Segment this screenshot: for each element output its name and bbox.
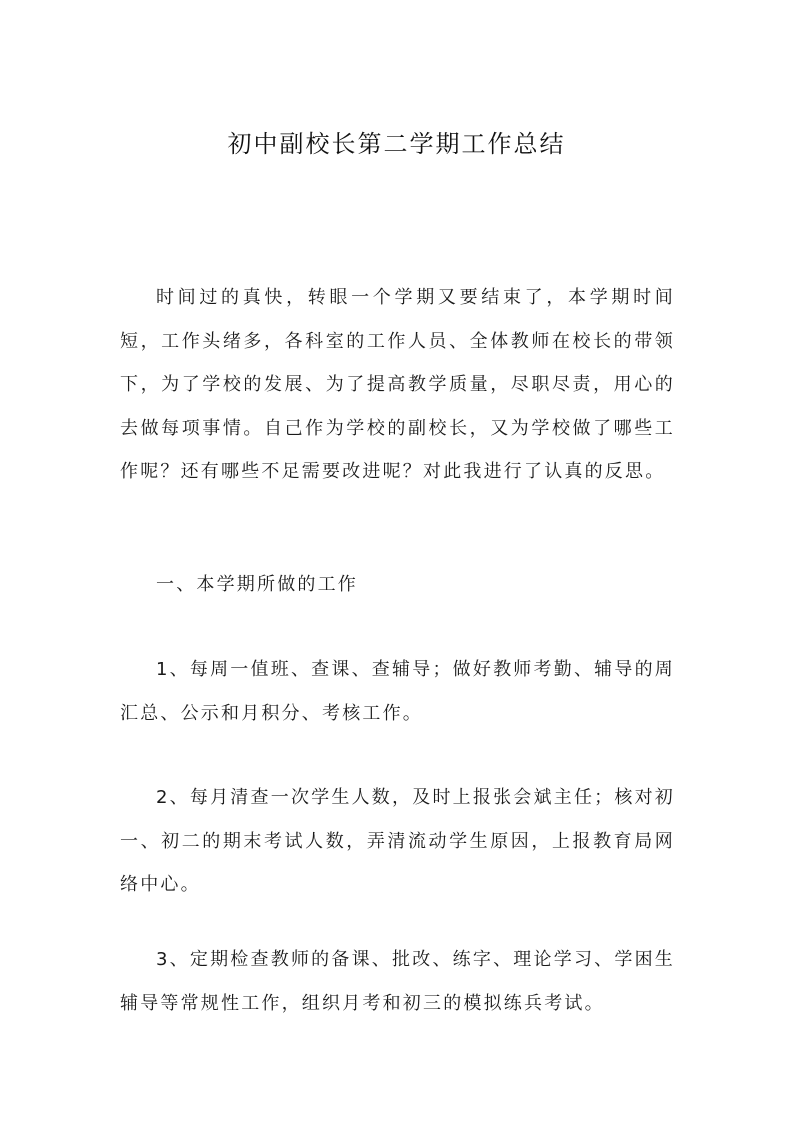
intro-paragraph: 时间过的真快，转眼一个学期又要结束了，本学期时间短，工作头绪多，各科室的工作人员、全体教师在校长的带领下，为了学校的发展、为了提高教学质量，尽职尽责，用心的去做每项事情。自己作为学校的副校长，又为学校做了哪些工作呢？还有哪些不足需要改进呢？对此我进行了认真的反思。 [120,287,675,482]
work-item-1: 1、每周一值班、查课、查辅导；做好教师考勤、辅导的周汇总、公示和月积分、考核工作。 [120,659,675,724]
work-item-2: 2、每月清查一次学生人数，及时上报张会斌主任；核对初一、初二的期末考试人数，弄清流动学生原因，上报教育局网络中心。 [120,787,675,895]
work-item-3: 3、定期检查教师的备课、批改、练字、理论学习、学困生辅导等常规性工作，组织月考和初三的模拟练兵考试。 [120,949,675,1014]
section-heading: 一、本学期所做的工作 [156,574,358,595]
document-title: 初中副校长第二学期工作总结 [227,130,566,158]
